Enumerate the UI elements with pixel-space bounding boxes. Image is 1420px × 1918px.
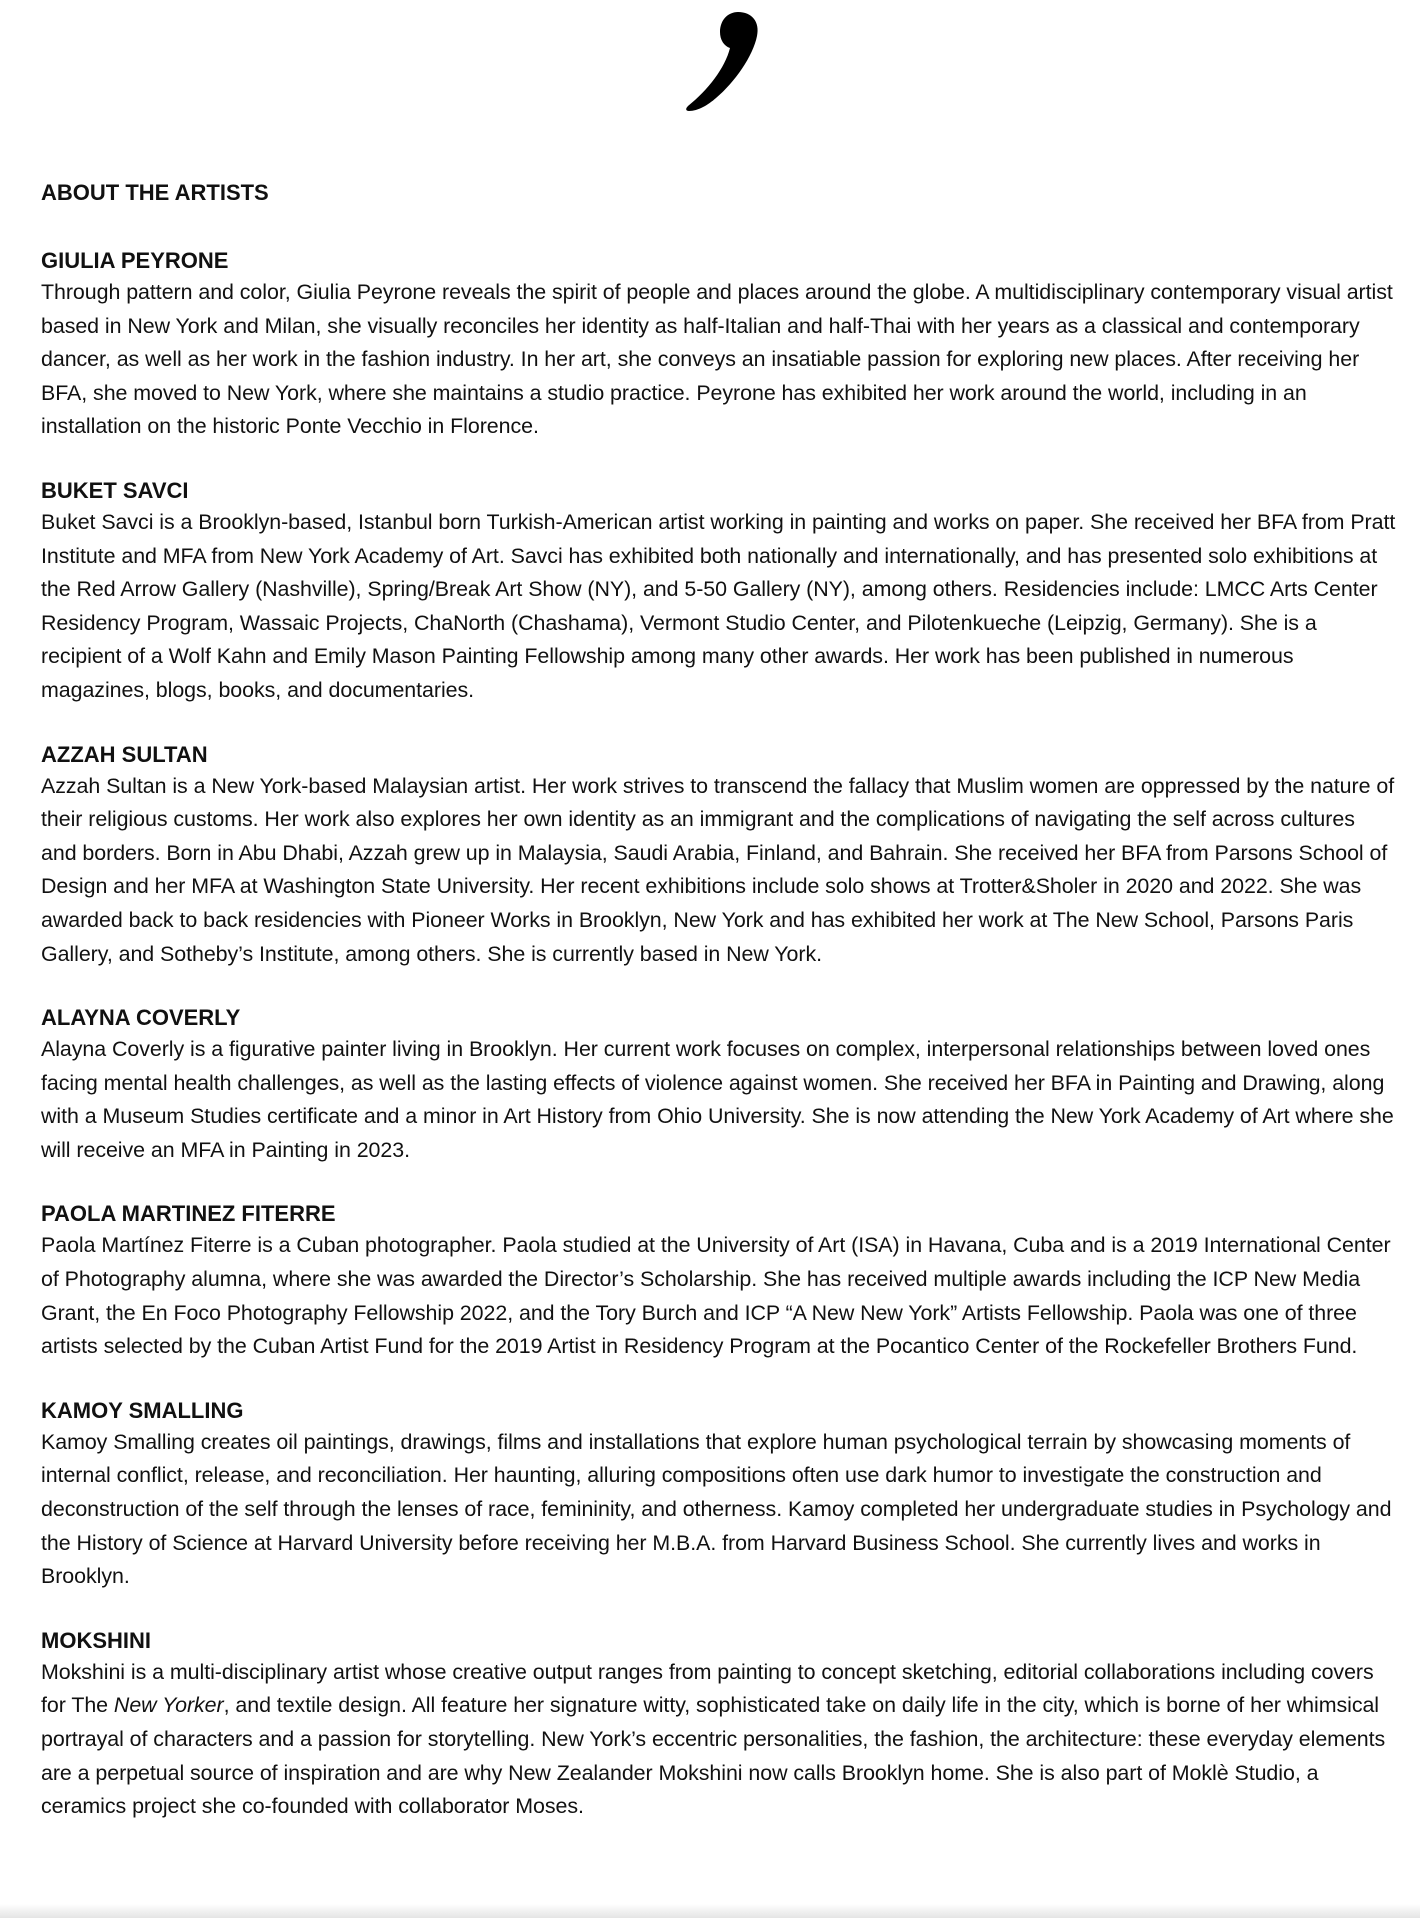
artist-bio: Kamoy Smalling creates oil paintings, drawings, films and installations that explore human psychological terrain by showcasing moments of internal conflict, release, and reconciliation. Her haunting, alluring compositions often use dark humor to investigate the construction and deconstruction of the self through the lenses of race, femininity, and otherness. Kamoy completed her undergraduate studies in Psychology and the History of Science at Harvard University before receiving her M.B.A. from Harvard Business School. She currently lives and works in Brooklyn. <box>41 1429 1392 1589</box>
artist-name: GIULIA PEYRONE <box>41 248 229 273</box>
artist-section-azzah-sultan <box>41 740 1396 972</box>
artist-name: KAMOY SMALLING <box>41 1397 244 1423</box>
artist-name: PAOLA MARTINEZ FITERRE <box>41 1201 336 1227</box>
artist-name: BUKET SAVCI <box>41 477 189 503</box>
artist-section-giulia-peyrone <box>41 246 1396 444</box>
artist-bio-text: Mokshini is a multi-disciplinary artist whose creative output ranges from painting to concept sketching, editorial collaborations including covers for The <box>41 1659 1374 1718</box>
artist-section-alayna-coverly <box>41 1003 1396 1167</box>
artist-bio: Buket Savci is a Brooklyn-based, Istanbul born Turkish-American artist working in painting and works on paper. She received her BFA from Pratt Institute and MFA from New York Academy of Art. Savci has exhibited both nationally and internationally, and has presented solo exhibitions at the Red Arrow Gallery (Nashville), Spring/Break Art Show (NY), and 5-50 Gallery (NY), among others. Residencies include: LMCC Arts Center Residency Program, Wassaic Projects, ChaNorth (Chashama), Vermont Studio Center, and Pilotenkueche (Leipzig, Germany). She is a recipient of a Wolf Kahn and Emily Mason Painting Fellowship among many other awards. Her work has been published in numerous magazines, blogs, books, and documentaries. <box>41 509 1396 702</box>
artist-section-kamoy-smalling <box>41 1396 1396 1594</box>
artist-name: ALAYNA COVERLY <box>41 1005 241 1031</box>
artists-content <box>41 178 1396 1856</box>
artist-name: MOKSHINI <box>41 1627 151 1653</box>
artist-section-paola-martinez-fiterre <box>41 1199 1396 1363</box>
artist-bio: Paola Martínez Fiterre is a Cuban photographer. Paola studied at the University of Art (ISA) in Havana, Cuba and is a 2019 International Center of Photography alumna, where she was awarded the Director’s Scholarship. She has received multiple awards including the ICP New Media Grant, the En Foco Photography Fellowship 2022, and the Tory Burch and ICP “A New New York” Artists Fellowship. Paola was one of three artists selected by the Cuban Artist Fund for the 2019 Artist in Residency Program at the Pocantico Center of the Rockefeller Brothers Fund. <box>41 1233 1391 1359</box>
artist-bio: Alayna Coverly is a figurative painter living in Brooklyn. Her current work focuses on complex, interpersonal relationships between loved ones facing mental health challenges, as well as the lasting effects of violence against women. She received her BFA in Painting and Drawing, along with a Museum Studies certificate and a minor in Art History from Ohio University. She is now attending the New York Academy of Art where she will receive an MFA in Painting in 2023. <box>41 1037 1394 1162</box>
artist-bio: Through pattern and color, Giulia Peyrone reveals the spirit of people and places around the globe. A multidisciplinary contemporary visual artist based in New York and Milan, she visually reconciles her identity as half-Italian and half-Thai with her years as a classical and contemporary dancer, as well as her work in the fashion industry. In her art, she conveys an insatiable passion for exploring new places. After receiving her BFA, she moved to New York, where she maintains a studio practice. Peyrone has exhibited her work around the world, including in an installation on the historic Ponte Vecchio in Florence. <box>41 280 1393 439</box>
artist-section-mokshini <box>41 1626 1396 1824</box>
publication-title: New Yorker <box>113 1693 224 1718</box>
artist-bio-text: , and textile design. All feature her signature witty, sophisticated take on daily life in the city, which is borne of her whimsical portrayal of characters and a passion for storytelling. New York’s eccentric personalities, the fashion, the architecture: these everyday elements are a perpetual source of inspiration and are why New Zealander Mokshini now calls Brooklyn home. She is also part of Moklè Studio, a ceramics project she co-founded with collaborator Moses. <box>41 1693 1386 1819</box>
bottom-edge-shadow <box>0 1904 1420 1918</box>
artist-name: AZZAH SULTAN <box>41 741 208 767</box>
apostrophe-mark-logo <box>680 10 760 114</box>
artist-bio: Azzah Sultan is a New York-based Malaysian artist. Her work strives to transcend the fallacy that Muslim women are oppressed by the nature of their religious customs. Her work also explores her own identity as an immigrant and the complications of navigating the self across cultures and borders. Born in Abu Dhabi, Azzah grew up in Malaysia, Saudi Arabia, Finland, and Bahrain. She received her BFA from Parsons School of Design and her MFA at Washington State University. Her recent exhibitions include solo shows at Trotter&Sholer in 2020 and 2022. She was awarded back to back residencies with Pioneer Works in Brooklyn, New York and has exhibited her work at The New School, Parsons Paris Gallery, and Sotheby’s Institute, among others. She is currently based in New York. <box>41 773 1395 966</box>
artist-bio <box>41 1656 1396 1824</box>
page-title: ABOUT THE ARTISTS <box>41 180 269 205</box>
artist-section-buket-savci <box>41 476 1396 708</box>
